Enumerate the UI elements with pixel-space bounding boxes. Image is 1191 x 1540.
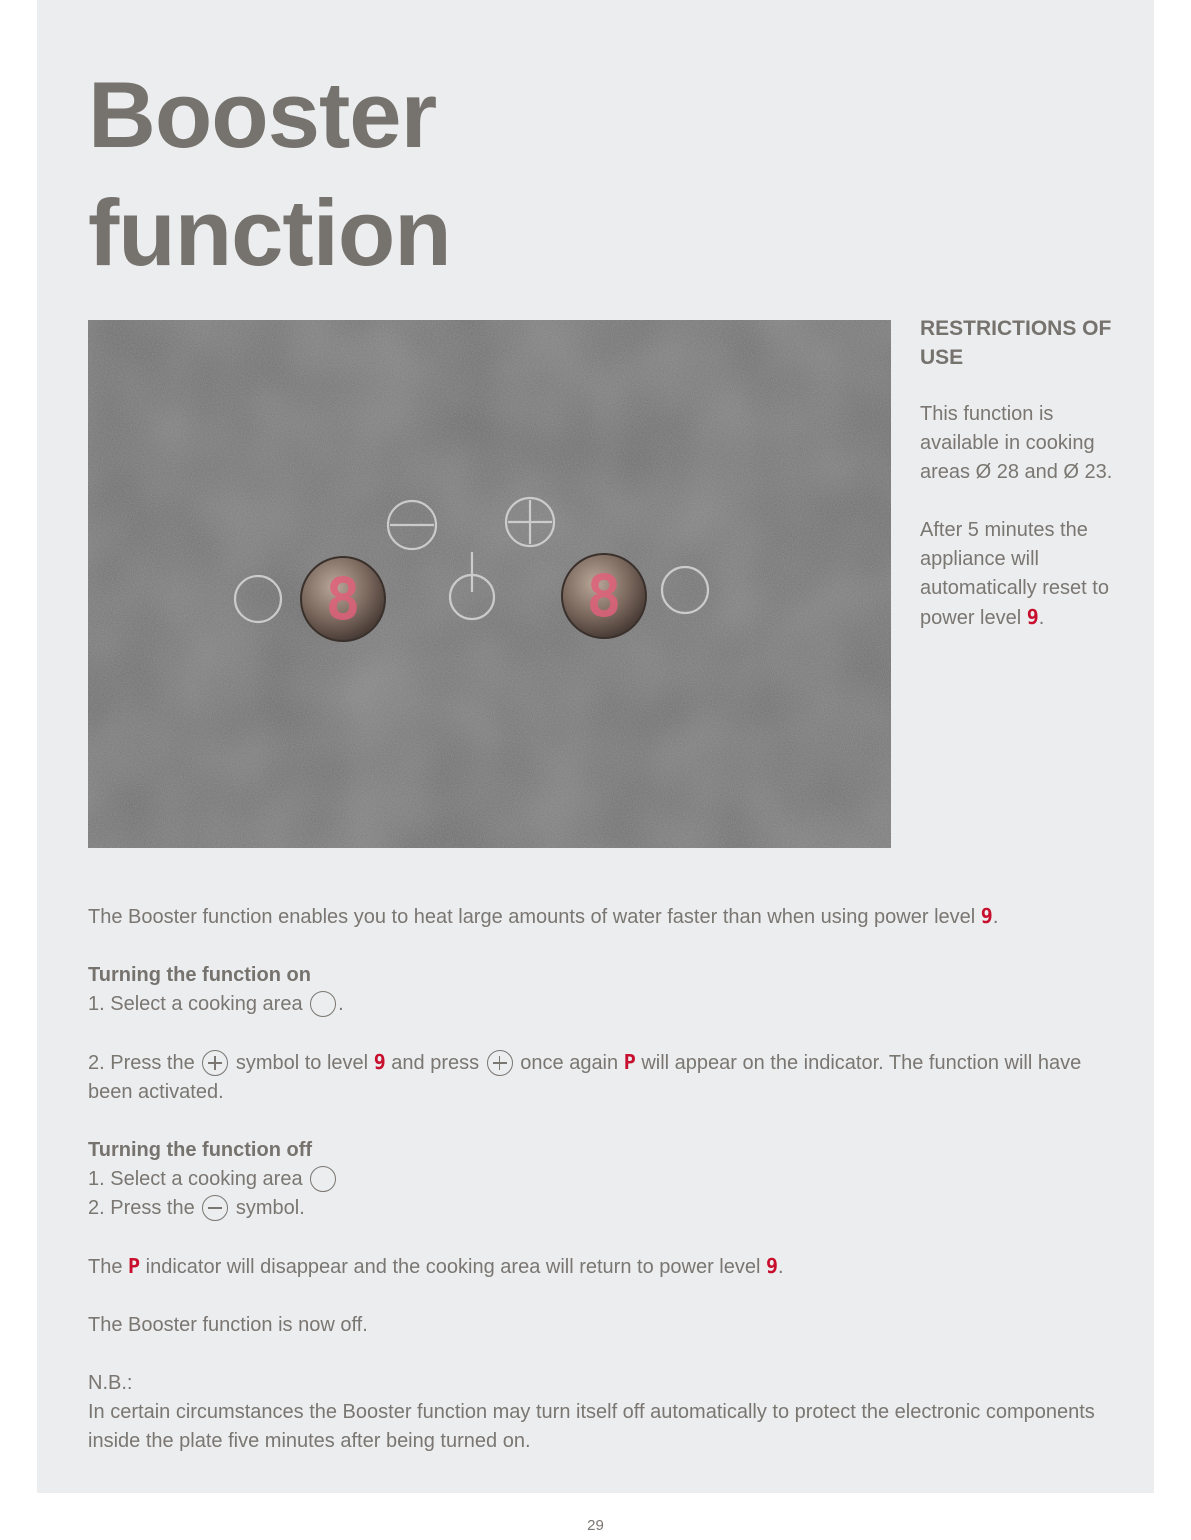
status-paragraph: The Booster function is now off. — [88, 1314, 368, 1336]
p-indicator: P — [128, 1254, 141, 1278]
control-panel-photo — [88, 320, 891, 848]
title-line-1: Booster — [88, 62, 437, 167]
right-display-digit: 8 — [586, 562, 622, 630]
right-display-knob — [562, 554, 646, 638]
step-text: 1. Select a cooking area — [88, 993, 303, 1015]
turning-on-section — [88, 961, 1108, 1019]
note-label: N.B.: — [88, 1372, 133, 1394]
left-display-knob — [301, 557, 385, 641]
power-level-9: 9 — [980, 904, 993, 928]
restrictions-heading: RESTRICTIONS OF USE — [920, 317, 1112, 369]
step-text: and press — [391, 1052, 480, 1074]
turning-off-section — [88, 1136, 1108, 1223]
punctuation: . — [1038, 607, 1045, 629]
left-display-digit: 8 — [325, 565, 361, 633]
step-text: symbol to level — [235, 1052, 369, 1074]
restrictions-para-1: This function is available in cooking areas Ø 28 and Ø 23. — [920, 403, 1113, 483]
plus-icon — [487, 1050, 513, 1076]
turning-on-step-1 — [88, 990, 1108, 1019]
intro-text: The Booster function enables you to heat large amounts of water faster than when using power level — [88, 906, 981, 928]
punctuation: . — [338, 993, 344, 1015]
cooking-area-circle-icon — [310, 991, 336, 1017]
power-level-9: 9 — [765, 1254, 779, 1278]
plus-icon — [506, 498, 554, 546]
plus-icon — [202, 1050, 228, 1076]
power-level-9: 9 — [373, 1050, 386, 1074]
page-title — [88, 56, 451, 292]
restrictions-sidebar — [920, 314, 1120, 662]
turning-off-heading: Turning the function off — [88, 1139, 313, 1161]
step-text: symbol. — [235, 1197, 305, 1219]
step-text: The — [88, 1256, 123, 1278]
turning-on-heading: Turning the function on — [88, 964, 311, 986]
p-indicator: P — [623, 1050, 636, 1074]
punctuation: . — [778, 1256, 784, 1278]
step-text: will appear on the indicator. The function will have been activated. — [88, 1052, 1082, 1103]
note-paragraph — [88, 1369, 1108, 1456]
restrictions-para-2-text: After 5 minutes the appliance will automatically reset to power level — [920, 519, 1109, 629]
turning-off-step-1 — [88, 1165, 1108, 1194]
step-text: indicator will disappear and the cooking area will return to power level — [145, 1256, 761, 1278]
step-text: once again — [520, 1052, 619, 1074]
page-number: 29 — [587, 1517, 604, 1534]
power-level-9: 9 — [1026, 605, 1039, 629]
step-text: 2. Press the — [88, 1052, 195, 1074]
step-text: 2. Press the — [88, 1197, 195, 1219]
title-line-2: function — [88, 180, 451, 285]
minus-icon — [202, 1195, 228, 1221]
cooking-area-circle-icon — [310, 1166, 336, 1192]
instructions — [88, 902, 1108, 1485]
turning-off-step-2 — [88, 1194, 1108, 1223]
result-paragraph — [88, 1252, 1108, 1282]
turning-on-step-2 — [88, 1048, 1108, 1107]
note-text: In certain circumstances the Booster function may turn itself off automatically to protect the electronic components inside the plate five minutes after being turned on. — [88, 1401, 1095, 1452]
restrictions-para-2 — [920, 516, 1120, 633]
step-text: 1. Select a cooking area — [88, 1168, 303, 1190]
punctuation: . — [992, 906, 999, 928]
intro-paragraph — [88, 902, 1108, 932]
